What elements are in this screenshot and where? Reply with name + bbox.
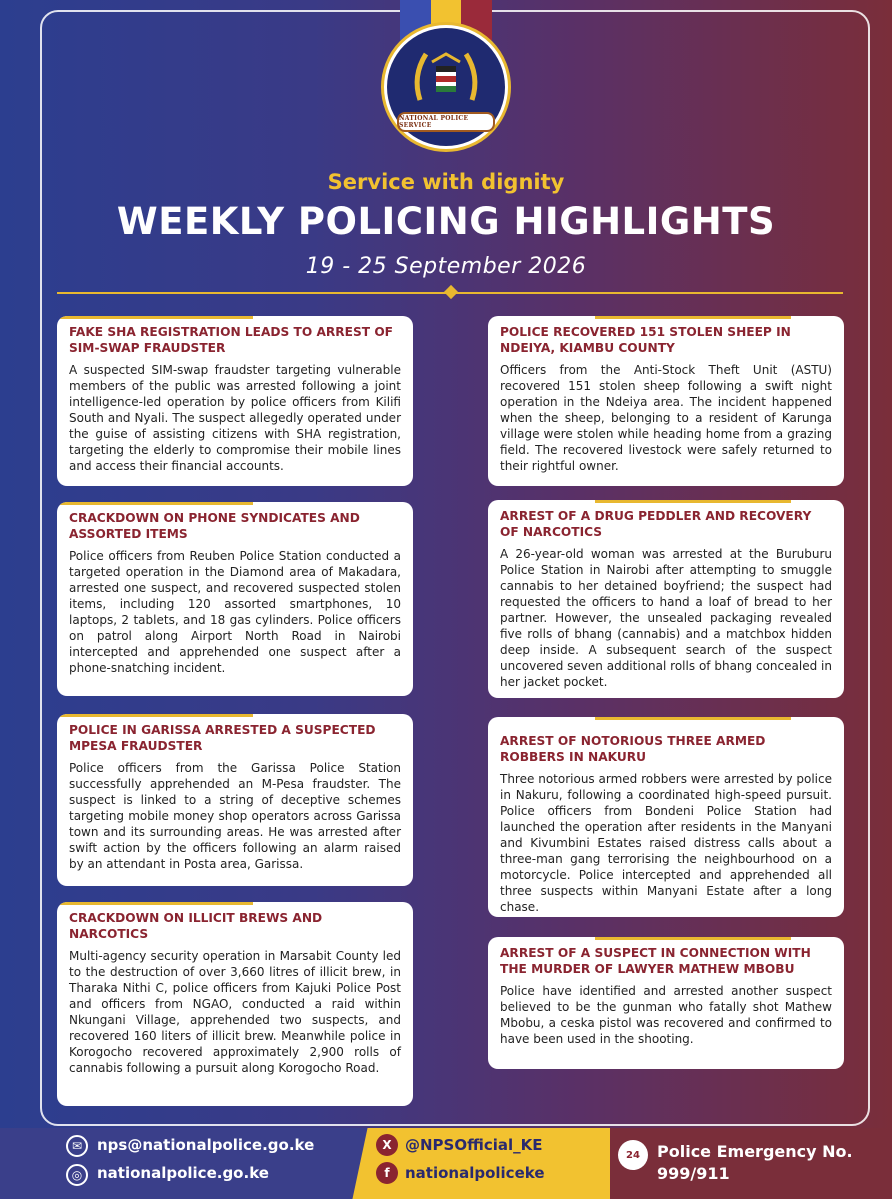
facebook-link[interactable]: nationalpoliceke [405,1164,545,1182]
card-body: Police officers from Reuben Police Station conducted a targeted operation in the Diamond area of Makadara, arrested one suspect, and recovered suspected stolen items, including 120 assorted smartphones, 10 laptops, 2 tablets, and 18 gas cylinders. Police officers on patrol along Airport North Road in Nairobi intercepted and apprehended one suspect after a phone-snatching incident. [69,549,401,675]
news-card [57,902,413,1106]
footer [0,1128,892,1199]
card-body: Three notorious armed robbers were arrested by police in Nakuru, following a coordinated high-speed pursuit. Police officers from Bondeni Police Station had launched the operation after residents in the Manyani and Kivumbini Estates raised distress calls about a three-man gang terrorising the neighbourhood on a motorcycle. Police intercepted and apprehended all three suspects within Manyani Estate after a long chase. [500,772,832,914]
seal-ribbon-text: NATIONAL POLICE SERVICE [397,112,495,132]
news-card [488,717,844,917]
card-title: ARREST OF A SUSPECT IN CONNECTION WITH THE MURDER OF LAWYER MATHEW MBOBU [500,946,811,976]
card-title: ARREST OF NOTORIOUS THREE ARMED ROBBERS IN NAKURU [500,734,766,764]
emergency-numbers[interactable]: 999/911 [657,1164,730,1183]
card-title: FAKE SHA REGISTRATION LEADS TO ARREST OF SIM-SWAP FRAUDSTER [69,325,394,355]
card-body: A 26-year-old woman was arrested at the Buruburu Police Station in Nairobi after attempting to smuggle cannabis to her detained boyfriend; the suspect had requested the officers to hand a loaf of bread to her partner. However, the unsealed packaging revealed five rolls of bhang (cannabis) and a matchbox hidden deep inside. A subsequent search of the suspect uncovered seven additional rolls of bhang concealed in her jacket pocket. [500,547,832,689]
news-card [488,500,844,698]
footer-emergency-panel [610,1128,892,1199]
tagline: Service with dignity [327,170,565,194]
globe-icon: ◎ [66,1164,88,1186]
page-title: WEEKLY POLICING HIGHLIGHTS [116,200,776,243]
email-icon: ✉ [66,1135,88,1157]
news-card [57,502,413,696]
card-title: CRACKDOWN ON ILLICIT BREWS AND NARCOTICS [69,911,323,941]
news-card [488,316,844,486]
email-link[interactable]: nps@nationalpolice.go.ke [97,1136,315,1154]
card-title: POLICE RECOVERED 151 STOLEN SHEEP IN NDEIYA, KIAMBU COUNTY [500,325,791,355]
card-body: Multi-agency security operation in Marsabit County led to the destruction of over 3,660 litres of illicit brew, in Tharaka Nithi C, police officers from Kajuki Police Post and officers from NGAO, conducted a raid within Nkungani Village, apprehended two suspects, and recovered 160 liters of illicit brew. Meanwhile police in Korogocho recovered approximately 2,900 rolls of cannabis following a pursuit along Korogocho Road. [69,949,401,1075]
card-body: A suspected SIM-swap fraudster targeting vulnerable members of the public was arrested following a joint intelligence-led operation by police officers from Kilifi South and Nyali. The suspect allegedly operated under the guise of assisting citizens with SHA registration, targeting the elderly to compromise their mobile lines and access their financial accounts. [69,363,401,473]
card-title: CRACKDOWN ON PHONE SYNDICATES AND ASSORTED ITEMS [69,511,360,541]
card-body: Police have identified and arrested another suspect believed to be the gunman who fatally shot Mathew Mbobu, a ceska pistol was recovered and confirmed to have been used in the shooting. [500,984,832,1046]
card-title: ARREST OF A DRUG PEDDLER AND RECOVERY OF NARCOTICS [500,509,812,539]
coat-of-arms-icon [406,40,486,120]
facebook-icon: f [376,1162,398,1184]
x-logo-icon: X [376,1134,398,1156]
news-card [488,937,844,1069]
card-title: POLICE IN GARISSA ARRESTED A SUSPECTED MPESA FRAUDSTER [69,723,376,753]
card-body: Officers from the Anti-Stock Theft Unit (ASTU) recovered 151 stolen sheep following a swift night operation in the Ndeiya area. The incident happened when the sheep, belonging to a resident of Karunga village were stolen while heading home from a grazing field. The recovered livestock were safely returned to their rightful owner. [500,363,832,473]
website-link[interactable]: nationalpolice.go.ke [97,1164,269,1182]
emergency-label: Police Emergency No. [657,1142,853,1161]
emergency-phone-icon: 24 [618,1140,648,1170]
news-card [57,316,413,486]
card-body: Police officers from the Garissa Police Station successfully apprehended an M-Pesa fraudster. The suspect is linked to a string of deceptive schemes targeting mobile money shop operators across Garissa town and its surrounding areas. He was arrested after swift action by the officers following an alarm raised by an attendant in Posta area, Garissa. [69,761,401,871]
police-seal-logo [381,22,511,152]
news-card [57,714,413,886]
x-handle-link[interactable]: @NPSOfficial_KE [405,1136,543,1154]
date-range: 19 - 25 September 2026 [305,254,587,279]
